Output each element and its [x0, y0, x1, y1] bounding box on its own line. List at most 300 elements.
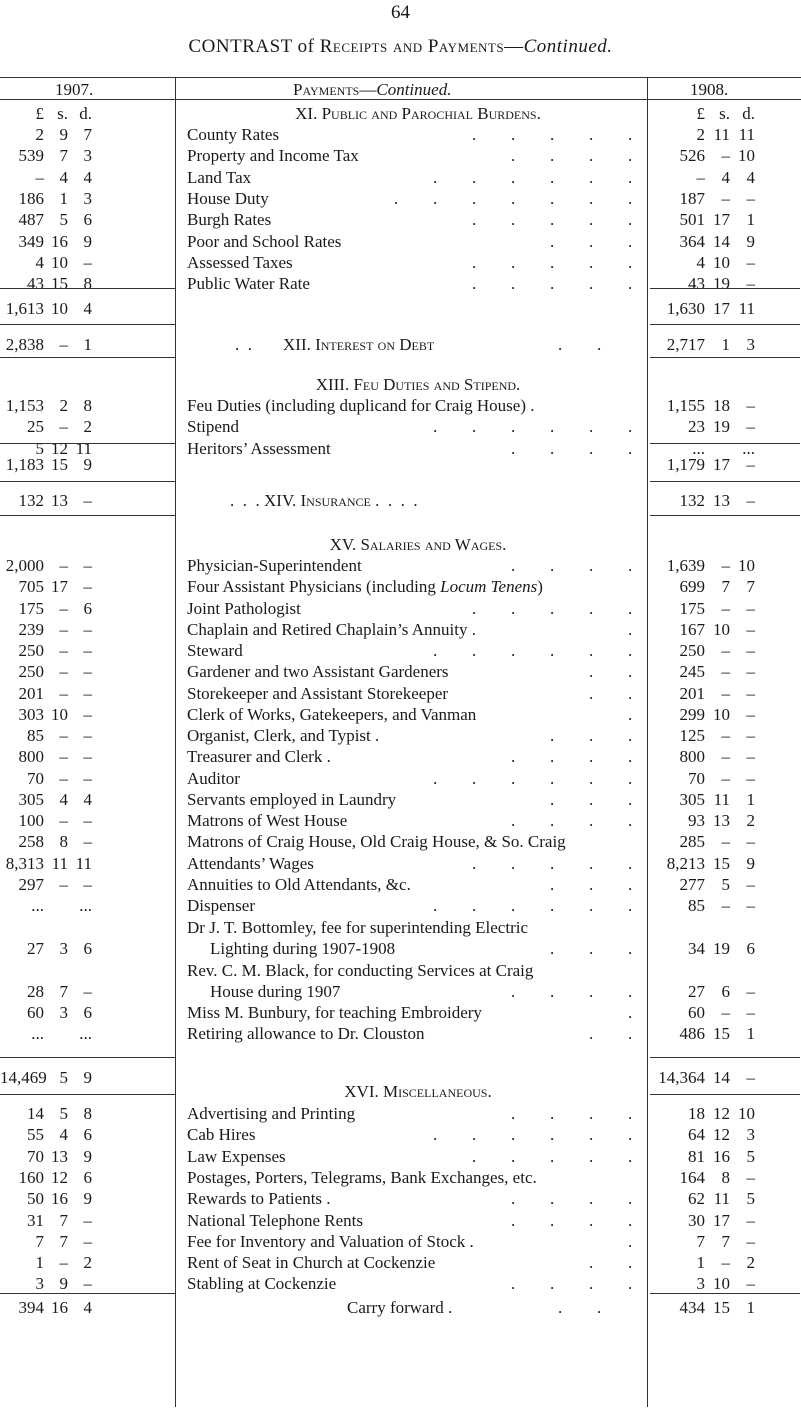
- amount-1907-pence: –: [83, 619, 92, 639]
- leader-dot: .: [628, 1274, 633, 1294]
- ledger-row-public-water: [0, 274, 801, 298]
- section-heading-text: XIII. Feu Duties and Stipend.: [315, 375, 521, 394]
- amount-1907-pence: 11: [75, 438, 92, 458]
- amount-1907-pounds: 85: [27, 726, 44, 745]
- leader-dot: .: [589, 853, 594, 873]
- leader-dot: .: [628, 1231, 633, 1251]
- leader-dot: .: [628, 1024, 633, 1044]
- amount-1907-pence: 9: [83, 1146, 92, 1166]
- total-rule: [0, 1293, 175, 1294]
- leader-dot: .: [589, 662, 594, 682]
- leader-dot: .: [472, 1146, 477, 1166]
- leader-dot: .: [550, 167, 555, 187]
- amount-1907-shillings: –: [59, 874, 68, 894]
- amount-1907-shillings: –: [59, 619, 68, 639]
- section-heading: [187, 375, 649, 395]
- row-description: Treasurer and Clerk .: [187, 747, 331, 767]
- leader-dot: .: [511, 1189, 516, 1209]
- amount-1907-pence: –: [83, 683, 92, 703]
- amount-1907-pounds: 394: [18, 1298, 44, 1317]
- amount-1907-shillings: 5: [59, 1068, 68, 1087]
- total-rule: [650, 481, 800, 482]
- section-heading: [187, 104, 649, 124]
- amount-1908-pence: –: [746, 396, 755, 415]
- leader-dot: .: [511, 1125, 516, 1145]
- amount-1907-shillings: 8: [59, 832, 68, 852]
- amount-1907-pounds: 8,313: [5, 853, 44, 873]
- amount-1907-shillings: –: [59, 747, 68, 767]
- amount-1908-shillings: 14: [713, 1068, 730, 1087]
- amount-1908-pounds: 18: [688, 1104, 705, 1123]
- amount-1908-pounds: 3: [696, 1274, 705, 1294]
- amount-1908-pounds: 1,155: [666, 396, 705, 415]
- amount-1907-pence: ...: [79, 1024, 92, 1044]
- amount-1907-shillings: 2: [59, 396, 68, 415]
- amount-1908-shillings: 10: [713, 1274, 730, 1294]
- top-rule: [0, 77, 801, 78]
- row-description: Fee for Inventory and Valuation of Stock .: [187, 1231, 474, 1251]
- amount-1908-shillings: 7: [721, 577, 730, 597]
- amount-1908-shillings: 18: [713, 396, 730, 415]
- amount-1907-pence: –: [83, 641, 92, 660]
- leader-dot: .: [589, 641, 594, 660]
- amount-1908-pence: –: [746, 683, 755, 703]
- amount-1907-shillings: –: [59, 335, 68, 354]
- leader-dot: .: [550, 896, 555, 915]
- carry-forward-label: Carry forward .: [347, 1298, 453, 1317]
- amount-1908-pence: 10: [738, 1104, 755, 1123]
- amount-1907-pence: –: [83, 1210, 92, 1230]
- leader-dot: .: [589, 726, 594, 745]
- row-description: Heritors’ Assessment: [187, 438, 331, 458]
- leader-dot: .: [589, 252, 594, 272]
- leader-dot: .: [550, 853, 555, 873]
- amount-1907-pounds: 100: [18, 811, 44, 830]
- leader-dot: .: [628, 274, 633, 294]
- amount-1908-pence: 9: [746, 231, 755, 251]
- amount-1907-shillings: –: [59, 768, 68, 788]
- amount-1907-shillings: 17: [51, 577, 68, 597]
- row-description: Annuities to Old Attendants, &c.: [187, 874, 411, 894]
- amount-1908-shillings: –: [721, 1003, 730, 1022]
- row-description: Joint Pathologist: [187, 598, 301, 618]
- leader-dot: .: [628, 438, 633, 458]
- leader-dot: .: [628, 641, 633, 660]
- amount-1908-pounds: 70: [688, 768, 705, 788]
- amount-1907-pence: 4: [83, 167, 92, 187]
- leader-dot: .: [589, 789, 594, 809]
- amount-1907-pounds: 297: [18, 874, 44, 894]
- amount-1908-pounds: 245: [679, 662, 705, 682]
- amount-1908-pence: –: [746, 832, 755, 852]
- amount-1907-pounds: 303: [18, 704, 44, 724]
- leader-dot: .: [550, 231, 555, 251]
- amount-1907-shillings: 1: [59, 188, 68, 208]
- amount-1908-pounds: 434: [679, 1298, 705, 1317]
- leader-dot: .: [550, 1146, 555, 1166]
- leader-dot: .: [550, 641, 555, 660]
- leader-dot: .: [511, 274, 516, 294]
- amount-1908-shillings: 10: [713, 619, 730, 639]
- leader-dot: .: [550, 982, 555, 1001]
- row-description: Poor and School Rates: [187, 231, 342, 251]
- amount-1907-pence: 3: [83, 146, 92, 166]
- amount-1908-pounds: 81: [688, 1146, 705, 1166]
- leader-dot: .: [472, 853, 477, 873]
- amount-1908-pence: –: [746, 982, 755, 1001]
- amount-1907-pence: 6: [83, 210, 92, 230]
- header-payments-label: Payments: [293, 80, 360, 99]
- amount-1907-pounds: 28: [27, 982, 44, 1001]
- leader-dot: .: [589, 1125, 594, 1145]
- amount-1907-shillings: 4: [59, 789, 68, 809]
- leader-dot: .: [589, 125, 594, 144]
- amount-1907-shillings: –: [59, 726, 68, 745]
- carry-forward-row: [0, 1298, 801, 1322]
- leader-dot: .: [589, 556, 594, 575]
- amount-1908-shillings: –: [721, 726, 730, 745]
- row-description: Retiring allowance to Dr. Clouston: [187, 1024, 425, 1044]
- total-rule: [0, 443, 175, 444]
- amount-1908-pounds: 501: [679, 210, 705, 230]
- amount-1908-pence: –: [746, 747, 755, 767]
- amount-1907-pence: 8: [83, 274, 92, 294]
- leader-dot: .: [558, 335, 563, 354]
- amount-1908-shillings: –: [721, 556, 730, 575]
- leader-dot: .: [550, 1210, 555, 1230]
- leader-dot: .: [511, 125, 516, 144]
- leader-dot: .: [433, 768, 438, 788]
- amount-1907-pounds: 201: [18, 683, 44, 703]
- leader-dot: .: [628, 619, 633, 639]
- amount-1907-pence: 9: [83, 231, 92, 251]
- row-description: House Duty: [187, 188, 269, 208]
- row-description: Steward: [187, 641, 243, 660]
- title-smallcaps: Receipts and Payments: [319, 36, 505, 57]
- amount-1908-pence: ...: [742, 438, 755, 458]
- amount-1908-pounds: 187: [679, 188, 705, 208]
- amount-1908-shillings: –: [721, 1253, 730, 1273]
- leader-dot: .: [550, 726, 555, 745]
- leader-dot: .: [550, 1274, 555, 1294]
- amount-1908-pence: 7: [746, 577, 755, 597]
- section-heading-text: XI. Public and Parochial Burdens.: [295, 104, 541, 123]
- leader-dot: .: [589, 1104, 594, 1123]
- amount-1907-pounds: 2,000: [5, 556, 44, 575]
- amount-1908-shillings: 19: [713, 274, 730, 294]
- amount-1907-pounds: –: [35, 167, 44, 187]
- amount-1908-shillings: 10: [713, 704, 730, 724]
- amount-1908-pounds: 62: [688, 1189, 705, 1209]
- leader-dot: .: [550, 252, 555, 272]
- leader-dot: .: [550, 598, 555, 618]
- amount-1907-pounds: 50: [27, 1189, 44, 1209]
- leader-dot: .: [511, 1104, 516, 1123]
- amount-1908-pounds: 167: [679, 619, 705, 639]
- leader-dot: .: [550, 417, 555, 437]
- amount-1907-pounds: 3: [35, 1274, 44, 1294]
- leader-dot: .: [550, 939, 555, 958]
- amount-1908-shillings: 13: [713, 491, 730, 510]
- header-1907: 1907.: [55, 80, 94, 99]
- amount-1908-pounds: 1,179: [666, 455, 705, 474]
- leader-dot: .: [589, 146, 594, 166]
- amount-1908-pounds: 526: [679, 146, 705, 166]
- row-description: Burgh Rates: [187, 210, 272, 230]
- leader-dot: .: [628, 1189, 633, 1209]
- amount-1907-shillings: 13: [51, 491, 68, 510]
- amount-1908-pence: 2: [746, 1253, 755, 1273]
- amount-1908-pence: 10: [738, 556, 755, 575]
- amount-1907-pence: 2: [83, 417, 92, 437]
- amount-1908-shillings: –: [721, 683, 730, 703]
- amount-1908-pence: –: [746, 768, 755, 788]
- amount-1908-shillings: 11: [713, 789, 730, 809]
- leader-dot: .: [511, 853, 516, 873]
- leader-dot: .: [472, 252, 477, 272]
- leader-dot: .: [628, 704, 633, 724]
- leader-dot: .: [628, 146, 633, 166]
- row-description: Physician-Superintendent: [187, 556, 362, 575]
- amount-1907-pence: –: [83, 768, 92, 788]
- amount-1908-shillings: 6: [721, 982, 730, 1001]
- leader-dot: .: [433, 188, 438, 208]
- amount-1907-shillings: 15: [51, 455, 68, 474]
- row-description: Property and Income Tax: [187, 146, 359, 166]
- section-heading-xiv: . . . XIV. Insurance . . . .: [230, 491, 418, 510]
- leader-dot: .: [511, 768, 516, 788]
- amount-1907-shillings: 4: [59, 1125, 68, 1145]
- leader-dot: .: [589, 747, 594, 767]
- amount-1908-shillings: 12: [713, 1125, 730, 1145]
- amount-1908-shillings: 7: [721, 1231, 730, 1251]
- leader-dot: .: [550, 768, 555, 788]
- amount-1907-pounds: 25: [27, 417, 44, 437]
- row-description: Organist, Clerk, and Typist .: [187, 726, 380, 745]
- amount-1908-pounds: 23: [688, 417, 705, 437]
- leader-dot: .: [628, 210, 633, 230]
- leader-dot: .: [628, 811, 633, 830]
- amount-1908-pounds: ...: [692, 438, 705, 458]
- title-continued: Continued.: [523, 36, 613, 57]
- leader-dot: .: [433, 641, 438, 660]
- amount-1908-pence: –: [746, 1003, 755, 1022]
- amount-1907-pounds: 31: [27, 1210, 44, 1230]
- amount-1908-pounds: 364: [679, 231, 705, 251]
- leader-dot: .: [511, 598, 516, 618]
- amount-1907-shillings: 5: [59, 210, 68, 230]
- amount-1908-pence: –: [746, 188, 755, 208]
- amount-1907-shillings: 16: [51, 1298, 68, 1317]
- amount-1907-shillings: 9: [59, 1274, 68, 1294]
- amount-1908-pounds: 14,364: [658, 1068, 705, 1087]
- leader-dot: .: [628, 726, 633, 745]
- total-rule: [650, 443, 800, 444]
- leader-dot: .: [628, 252, 633, 272]
- amount-1908-pence: 1: [746, 210, 755, 230]
- total-rule: [650, 1057, 800, 1058]
- row-description: Assessed Taxes: [187, 252, 293, 272]
- amount-1908-pounds: 64: [688, 1125, 705, 1145]
- leader-dot: .: [511, 811, 516, 830]
- amount-1908-pounds: 8,213: [666, 853, 705, 873]
- amount-1908-pence: 5: [746, 1146, 755, 1166]
- leader-dot: .: [597, 335, 602, 354]
- amount-1907-pence: –: [83, 982, 92, 1001]
- amount-1908-pounds: 486: [679, 1024, 705, 1044]
- amount-1908-pounds: 299: [679, 704, 705, 724]
- row-description: Clerk of Works, Gatekeepers, and Vanman: [187, 704, 477, 724]
- amount-1907-pounds: 14,469: [0, 1068, 47, 1087]
- leader-dot: .: [550, 874, 555, 894]
- leader-dot: .: [628, 939, 633, 958]
- amount-1907-shillings: 11: [51, 853, 68, 873]
- amount-1907-pence: –: [83, 832, 92, 852]
- row-description: Miss M. Bunbury, for teaching Embroidery: [187, 1003, 482, 1022]
- amount-1907-pence: 4: [83, 789, 92, 809]
- amount-1907-pounds: 4: [35, 252, 44, 272]
- amount-1908-pence: 11: [738, 125, 755, 144]
- amount-1908-pence: –: [746, 1068, 755, 1087]
- amount-1908-shillings: 12: [713, 1104, 730, 1123]
- leader-dot: .: [433, 1125, 438, 1145]
- amount-1907-shillings: 4: [59, 167, 68, 187]
- amount-1907-pence: 8: [83, 396, 92, 415]
- amount-1908-shillings: –: [721, 641, 730, 660]
- leader-dot: .: [472, 417, 477, 437]
- amount-1908-shillings: 19: [713, 417, 730, 437]
- amount-1908-shillings: 19: [713, 939, 730, 958]
- amount-1907-shillings: –: [59, 1253, 68, 1273]
- leader-dot: .: [628, 1104, 633, 1123]
- amount-1908-pence: 6: [746, 939, 755, 958]
- leader-dot: .: [589, 210, 594, 230]
- amount-1908-pence: 3: [746, 1125, 755, 1145]
- amount-1908-shillings: 1: [721, 335, 730, 354]
- currency-pence-1907: d.: [79, 104, 92, 123]
- amount-1907-pounds: 14: [27, 1104, 44, 1123]
- amount-1908-pounds: 85: [688, 896, 705, 915]
- amount-1907-shillings: 7: [59, 1210, 68, 1230]
- amount-1908-pounds: 132: [679, 491, 705, 510]
- leader-dot: .: [589, 231, 594, 251]
- amount-1907-pounds: 705: [18, 577, 44, 597]
- amount-1907-pence: 1: [83, 335, 92, 354]
- leader-dot: .: [433, 167, 438, 187]
- amount-1907-pence: 7: [83, 125, 92, 144]
- amount-1907-pounds: 1: [35, 1253, 44, 1273]
- amount-1907-pence: 6: [83, 939, 92, 958]
- amount-1908-shillings: 17: [713, 455, 730, 474]
- leader-dot: .: [589, 1274, 594, 1294]
- row-description: Matrons of West House: [187, 811, 348, 830]
- amount-1908-pence: 11: [738, 299, 755, 318]
- leader-dot: .: [558, 1298, 563, 1317]
- amount-1907-pounds: 305: [18, 789, 44, 809]
- leader-dot: .: [550, 811, 555, 830]
- row-description-italic: Locum Tenens: [440, 577, 538, 597]
- leader-dot: .: [628, 598, 633, 618]
- header-continued: Continued.: [376, 80, 452, 99]
- amount-1907-pounds: 55: [27, 1125, 44, 1145]
- amount-1908-pounds: 1,630: [666, 299, 705, 318]
- amount-1908-pence: 1: [746, 789, 755, 809]
- amount-1907-pence: 11: [75, 853, 92, 873]
- ledger-row-bottomley: [0, 939, 801, 963]
- leader-dot: .: [628, 683, 633, 703]
- row-description: Storekeeper and Assistant Storekeeper: [187, 683, 449, 703]
- leader-dot: .: [628, 1003, 633, 1022]
- amount-1908-pence: 10: [738, 146, 755, 166]
- amount-1907-pounds: 1,183: [5, 455, 44, 474]
- amount-1907-pence: –: [83, 577, 92, 597]
- amount-1908-shillings: 11: [713, 125, 730, 144]
- amount-1907-pounds: 250: [18, 662, 44, 682]
- amount-1907-pence: –: [83, 874, 92, 894]
- amount-1908-pounds: 1: [696, 1253, 705, 1273]
- leader-dot: .: [628, 1210, 633, 1230]
- currency-shilling-1907: s.: [57, 104, 68, 123]
- leader-dot: .: [628, 789, 633, 809]
- leader-dot: .: [628, 896, 633, 915]
- leader-dot: .: [472, 210, 477, 230]
- row-description: Stabling at Cockenzie: [187, 1274, 337, 1294]
- total-rule: [0, 357, 175, 358]
- amount-1908-shillings: 4: [721, 167, 730, 187]
- leader-dot: .: [628, 188, 633, 208]
- amount-1908-pence: –: [746, 641, 755, 660]
- amount-1907-shillings: 3: [59, 1003, 68, 1022]
- amount-1907-pounds: 250: [18, 641, 44, 660]
- amount-1907-pounds: 186: [18, 188, 44, 208]
- leader-dot: .: [550, 556, 555, 575]
- amount-1908-pence: 4: [746, 167, 755, 187]
- row-description: Law Expenses: [187, 1146, 286, 1166]
- amount-1908-pounds: 250: [679, 641, 705, 660]
- amount-1907-pounds: ...: [31, 896, 44, 915]
- leader-dot: .: [589, 1210, 594, 1230]
- row-description: Rent of Seat in Church at Cockenzie: [187, 1253, 436, 1273]
- title-dash: —: [504, 36, 524, 57]
- amount-1908-pence: –: [746, 896, 755, 915]
- leader-dot: .: [550, 146, 555, 166]
- amount-1908-pence: –: [746, 598, 755, 618]
- leader-dot: .: [589, 598, 594, 618]
- amount-1908-pence: –: [746, 1274, 755, 1294]
- leader-dot: .: [511, 556, 516, 575]
- amount-1907-shillings: 10: [51, 704, 68, 724]
- amount-1908-pence: –: [746, 274, 755, 294]
- currency-pence-1908: d.: [742, 104, 755, 123]
- row-description: Feu Duties (including duplicand for Craig House) .: [187, 396, 535, 415]
- amount-1908-pence: –: [746, 491, 755, 510]
- row-description: Rev. C. M. Black, for conducting Services at Craig: [187, 961, 534, 980]
- amount-1907-pence: –: [83, 252, 92, 272]
- row-description: Gardener and two Assistant Gardeners: [187, 662, 449, 682]
- leader-dot: .: [472, 167, 477, 187]
- total-rule: [0, 515, 175, 516]
- amount-1907-pence: –: [83, 662, 92, 682]
- amount-1907-pounds: 175: [18, 598, 44, 618]
- amount-1907-pounds: 258: [18, 832, 44, 852]
- amount-1908-pounds: 699: [679, 577, 705, 597]
- leader-dot: .: [589, 417, 594, 437]
- leader-dot: .: [511, 1210, 516, 1230]
- amount-1907-pence: 2: [83, 1253, 92, 1273]
- amount-1907-pence: –: [83, 704, 92, 724]
- total-rule: [650, 324, 800, 325]
- amount-1907-pounds: 70: [27, 768, 44, 788]
